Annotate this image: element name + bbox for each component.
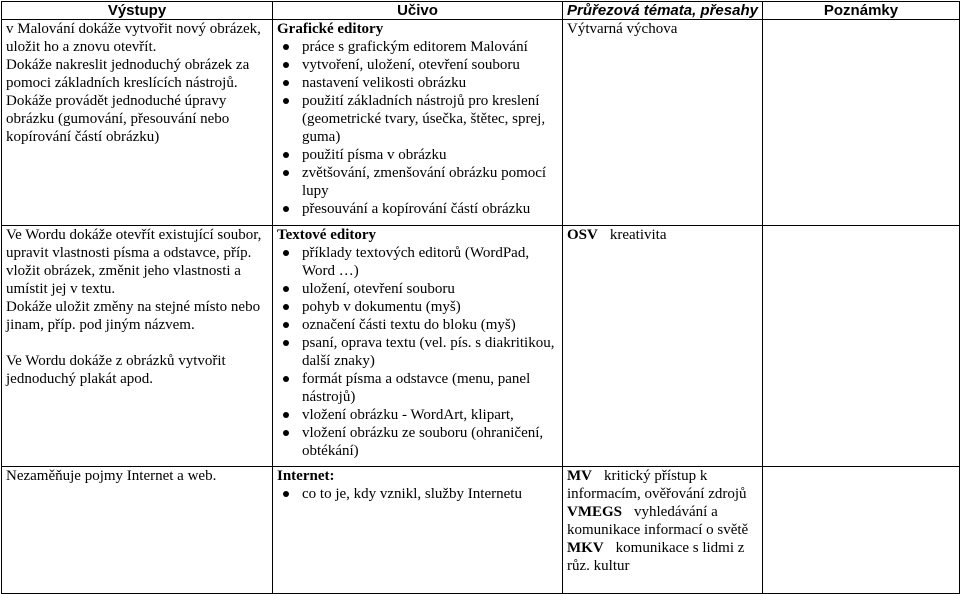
list-item: [277, 244, 558, 280]
section-title: Textové editory: [277, 227, 377, 243]
list-item: [277, 316, 558, 334]
header-notes: Poznámky: [763, 2, 960, 20]
bullet-icon: [283, 430, 289, 436]
theme-abbreviation: VMEGS: [567, 504, 623, 520]
list-item-text: vložení obrázku - WordArt, klipart,: [302, 407, 514, 423]
list-item: [277, 280, 558, 298]
output-text: Nezaměňuje pojmy Internet a web.: [6, 468, 217, 484]
list-item-text: vytvoření, uložení, otevření souboru: [302, 57, 520, 73]
notes-cell: [763, 20, 960, 226]
table-row: [2, 226, 960, 467]
curriculum-cell: [273, 20, 563, 226]
output-text: Ve Wordu dokáže otevřít existující soubor, upravit vlastnosti písma a odstavce, příp. vložit obrázek, změnit jeho vlastnosti a umístit jej v textu.: [6, 227, 262, 297]
theme-text: kritický přístup k informacím, ověřování zdrojů: [567, 468, 747, 502]
list-item-text: zvětšování, zmenšování obrázku pomocí lupy: [302, 165, 547, 199]
list-item-text: použití písma v obrázku: [302, 147, 447, 163]
bullet-icon: [283, 322, 289, 328]
cross-topics-cell: [563, 226, 763, 467]
section-title: Grafické editory: [277, 21, 384, 37]
list-item: [277, 406, 558, 424]
list-item: [277, 200, 558, 218]
bullet-icon: [283, 170, 289, 176]
list-item-text: co to je, kdy vznikl, služby Internetu: [302, 486, 522, 502]
bullet-icon: [283, 98, 289, 104]
list-item-text: psaní, oprava textu (vel. pís. s diakritikou, další znaky): [302, 335, 555, 369]
table-row: [2, 20, 960, 226]
list-item: [277, 485, 558, 503]
list-item-text: formát písma a odstavce (menu, panel nástrojů): [302, 371, 531, 405]
list-item: [277, 56, 558, 74]
theme-abbreviation: MKV: [567, 540, 604, 556]
curriculum-cell: [273, 467, 563, 594]
list-item: [277, 38, 558, 56]
bullet-icon: [283, 491, 289, 497]
cross-topics-cell: [563, 20, 763, 226]
notes-cell: [763, 467, 960, 594]
list-item: [277, 370, 558, 406]
header-row: [2, 2, 960, 20]
bullet-icon: [283, 286, 289, 292]
notes-cell: [763, 226, 960, 467]
theme-abbreviation: MV: [567, 468, 592, 484]
bullet-icon: [283, 206, 289, 212]
spacer: [6, 334, 268, 352]
bullet-icon: [283, 412, 289, 418]
output-text: Dokáže nakreslit jednoduchý obrázek za pomoci základních kreslících nástrojů.: [6, 57, 250, 91]
cross-topic-entry: [567, 539, 758, 575]
table-row: [2, 467, 960, 594]
theme-text: komunikace s lidmi z růz. kultur: [567, 540, 745, 574]
outputs-cell: [2, 226, 273, 467]
list-item-text: pohyb v dokumentu (myš): [302, 299, 461, 315]
curriculum-cell: [273, 226, 563, 467]
header-curriculum: Učivo: [273, 2, 563, 20]
list-item-text: vložení obrázku ze souboru (ohraničení, obtékání): [302, 425, 544, 459]
bullet-icon: [283, 340, 289, 346]
list-item-text: použití základních nástrojů pro kreslení (geometrické tvary, úsečka, štětec, sprej, guma): [302, 93, 546, 145]
output-text: Dokáže uložit změny na stejné místo nebo jinam, příp. pod jiným názvem.: [6, 299, 261, 333]
theme-abbreviation: OSV: [567, 227, 598, 243]
theme-text: vyhledávání a komunikace informací o světě: [567, 504, 749, 538]
output-text: Dokáže provádět jednoduché úpravy obrázku (gumování, přesouvání nebo kopírování částí obrázku): [6, 93, 230, 145]
theme-text: kreativita: [609, 227, 667, 243]
bullet-icon: [283, 304, 289, 310]
cross-topic-entry: [567, 503, 758, 539]
cross-topics-cell: [563, 467, 763, 594]
cross-topic-text: Výtvarná výchova: [567, 21, 678, 37]
bullet-icon: [283, 250, 289, 256]
header-cross-topics: Průřezová témata, přesahy: [563, 2, 763, 20]
list-item-text: nastavení velikosti obrázku: [302, 75, 467, 91]
outputs-cell: [2, 20, 273, 226]
topic-list: [277, 485, 558, 503]
header-outputs: Výstupy: [2, 2, 273, 20]
list-item: [277, 146, 558, 164]
list-item-text: práce s grafickým editorem Malování: [302, 39, 528, 55]
list-item-text: příklady textových editorů (WordPad, Word …): [302, 245, 530, 279]
list-item: [277, 298, 558, 316]
bullet-icon: [283, 80, 289, 86]
list-item-text: přesouvání a kopírování částí obrázku: [302, 201, 531, 217]
output-text: v Malování dokáže vytvořit nový obrázek, uložit ho a znovu otevřít.: [6, 21, 261, 55]
output-text: Ve Wordu dokáže z obrázků vytvořit jednoduchý plakát apod.: [6, 353, 226, 387]
list-item: [277, 334, 558, 370]
section-title-text: Internet:: [277, 468, 335, 484]
curriculum-table: [1, 1, 960, 594]
bullet-icon: [283, 152, 289, 158]
list-item: [277, 164, 558, 200]
topic-list: [277, 244, 558, 460]
cross-topic-entry: [567, 226, 758, 244]
list-item: [277, 92, 558, 146]
outputs-cell: [2, 467, 273, 594]
section-title: [277, 467, 558, 485]
list-item: [277, 74, 558, 92]
cross-topic-entry: [567, 467, 758, 503]
bullet-icon: [283, 376, 289, 382]
list-item-text: označení části textu do bloku (myš): [302, 317, 516, 333]
list-item-text: uložení, otevření souboru: [302, 281, 455, 297]
bullet-icon: [283, 44, 289, 50]
list-item: [277, 424, 558, 460]
topic-list: [277, 38, 558, 218]
bullet-icon: [283, 62, 289, 68]
